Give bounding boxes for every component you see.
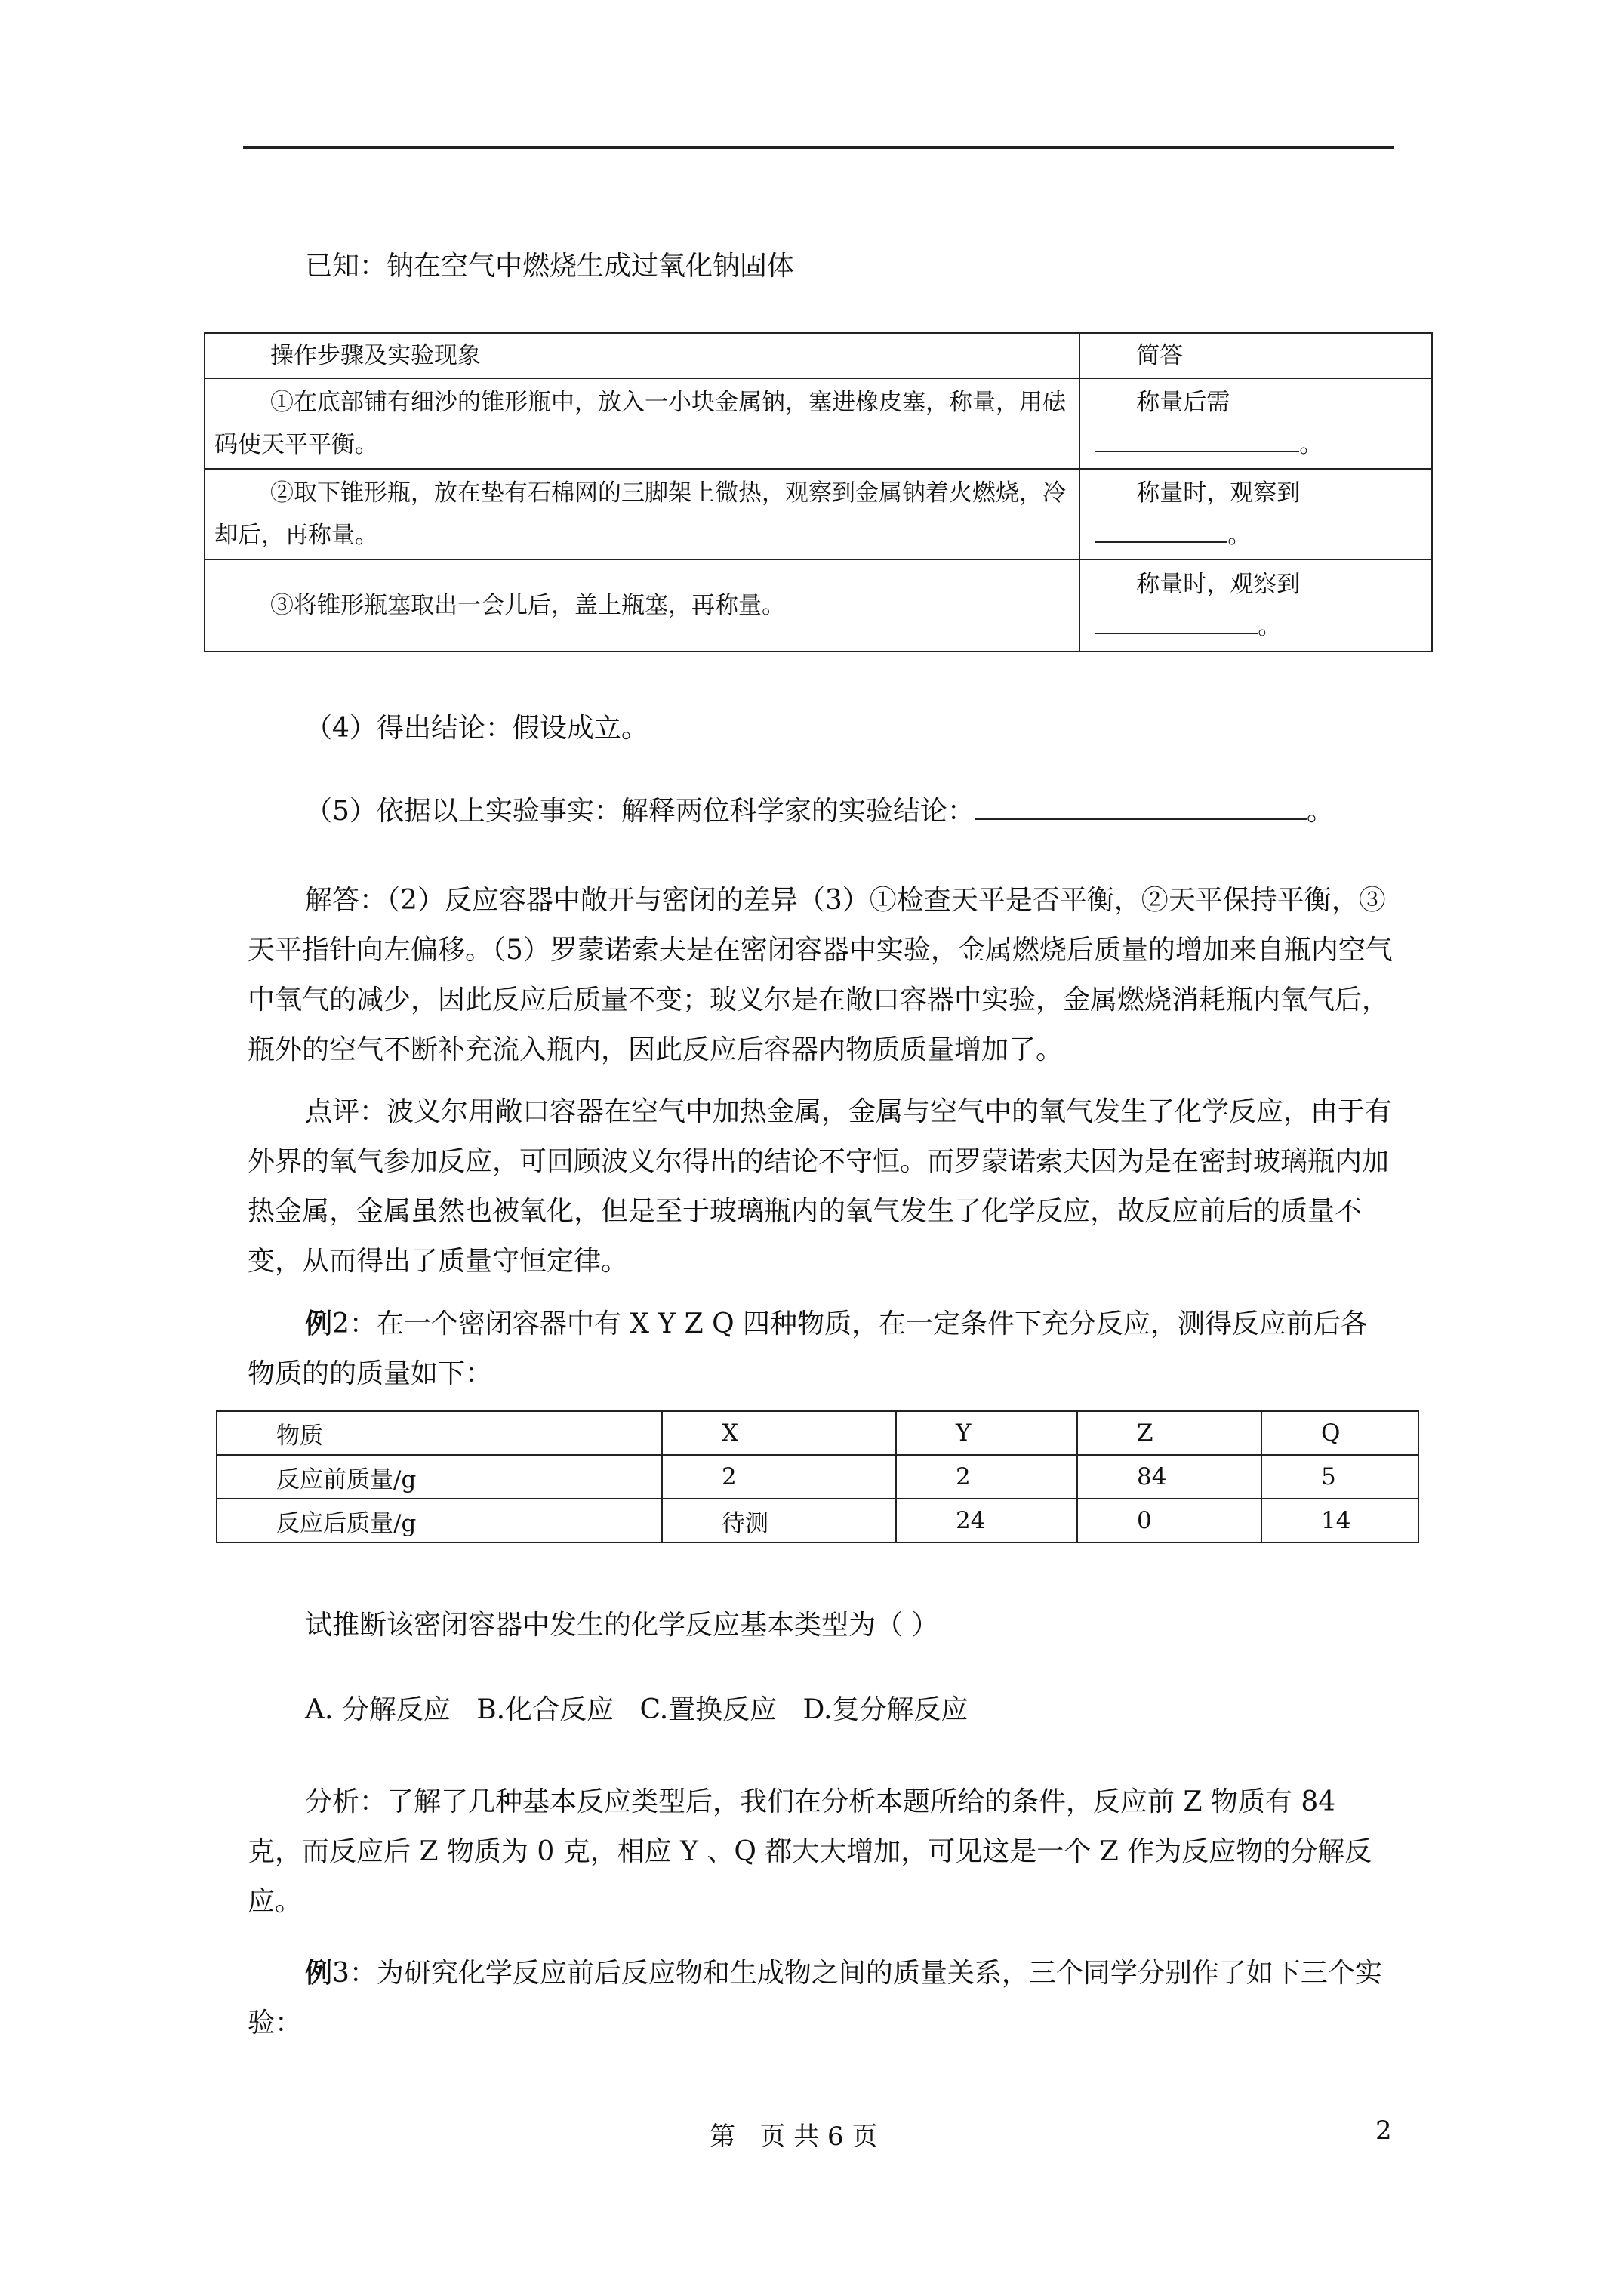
example-2-text: 例2：在一个密闭容器中有 X Y Z Q 四种物质，在一定条件下充分反应，测得反应前后各物质的的质量如下： <box>248 1308 1369 1389</box>
answer-1: 称量后需 。 <box>1079 378 1432 469</box>
step-1: ①在底部铺有细沙的锥形瓶中，放入一小块金属钠，塞进橡皮塞，称量，用砝码使天平平衡。 <box>205 378 1079 469</box>
conclusion-q5: （5）依据以上实验事实：解释两位科学家的实验结论： 。 <box>248 787 1395 837</box>
header-answer: 简答 <box>1079 333 1432 378</box>
table-row: 反应后质量/g 待测 24 0 14 <box>217 1499 1418 1542</box>
header-step: 操作步骤及实验现象 <box>205 333 1079 378</box>
page-footer-text: 第 页 共 6 页 <box>710 2122 878 2152</box>
example-3-text: 例3：为研究化学反应前后反应物和生成物之间的质量关系，三个同学分别作了如下三个实验： <box>248 1957 1382 2039</box>
answer-3: 称量时，观察到 。 <box>1079 559 1432 652</box>
example-2-question: 试推断该密闭容器中发生的化学反应基本类型为（ ） <box>305 1610 939 1641</box>
table-row: 反应前质量/g 2 2 84 5 <box>217 1455 1418 1499</box>
example-2-analysis: 分析：了解了几种基本反应类型后，我们在分析本题所给的条件，反应前 Z 物质有 84 克，而反应后 Z 物质为 0 克，相应 Y 、Q 都大大增加，可见这是一个 Z 作为反应物的分解反应。 <box>248 1786 1372 1917</box>
table-row: 物质 X Y Z Q <box>217 1411 1418 1455</box>
page-number: 2 <box>1375 2116 1392 2146</box>
answer-2: 称量时，观察到 。 <box>1079 469 1432 559</box>
comment-text: 点评：波义尔用敞口容器在空气中加热金属，金属与空气中的氧气发生了化学反应，由于有外界的氧气参加反应，可回顾波义尔得出的结论不守恒。而罗蒙诺索夫因为是在密封玻璃瓶内加热金属，金属虽然也被氧化，但是至于玻璃瓶内的氧气发生了化学反应，故反应前后的质量不变，从而得出了质量守恒定律。 <box>248 1096 1393 1277</box>
step-3: ③将锥形瓶塞取出一会儿后，盖上瓶塞，再称量。 <box>205 559 1079 652</box>
answer-text: 解答：（2）反应容器中敞开与密闭的差异（3）①检查天平是否平衡，②天平保持平衡，③天平指针向左偏移。（5）罗蒙诺索夫是在密闭容器中实验，金属燃烧后质量的增加来自瓶内空气中氧气的减少，因此反应后质量不变；玻义尔是在敞口容器中实验，金属燃烧消耗瓶内氧气后，瓶外的空气不断补充流入瓶内，因此反应后容器内物质质量增加了。 <box>248 885 1393 1065</box>
answer-blank-3[interactable] <box>1095 606 1258 634</box>
conclusion-q4: （4）得出结论：假设成立。 <box>305 713 648 744</box>
answer-blank-2[interactable] <box>1095 514 1227 543</box>
mass-table <box>216 1410 1419 1543</box>
answer-blank-1[interactable] <box>1095 424 1299 452</box>
header-rule <box>243 146 1394 149</box>
experiment-table <box>204 332 1433 652</box>
example-2-options: A. 分解反应 B.化合反应 C.置换反应 D.复分解反应 <box>305 1694 969 1725</box>
intro-text: 已知：钠在空气中燃烧生成过氧化钠固体 <box>305 251 795 282</box>
q5-blank[interactable] <box>975 791 1307 820</box>
step-2: ②取下锥形瓶，放在垫有石棉网的三脚架上微热，观察到金属钠着火燃烧，冷却后，再称量。 <box>205 469 1079 559</box>
